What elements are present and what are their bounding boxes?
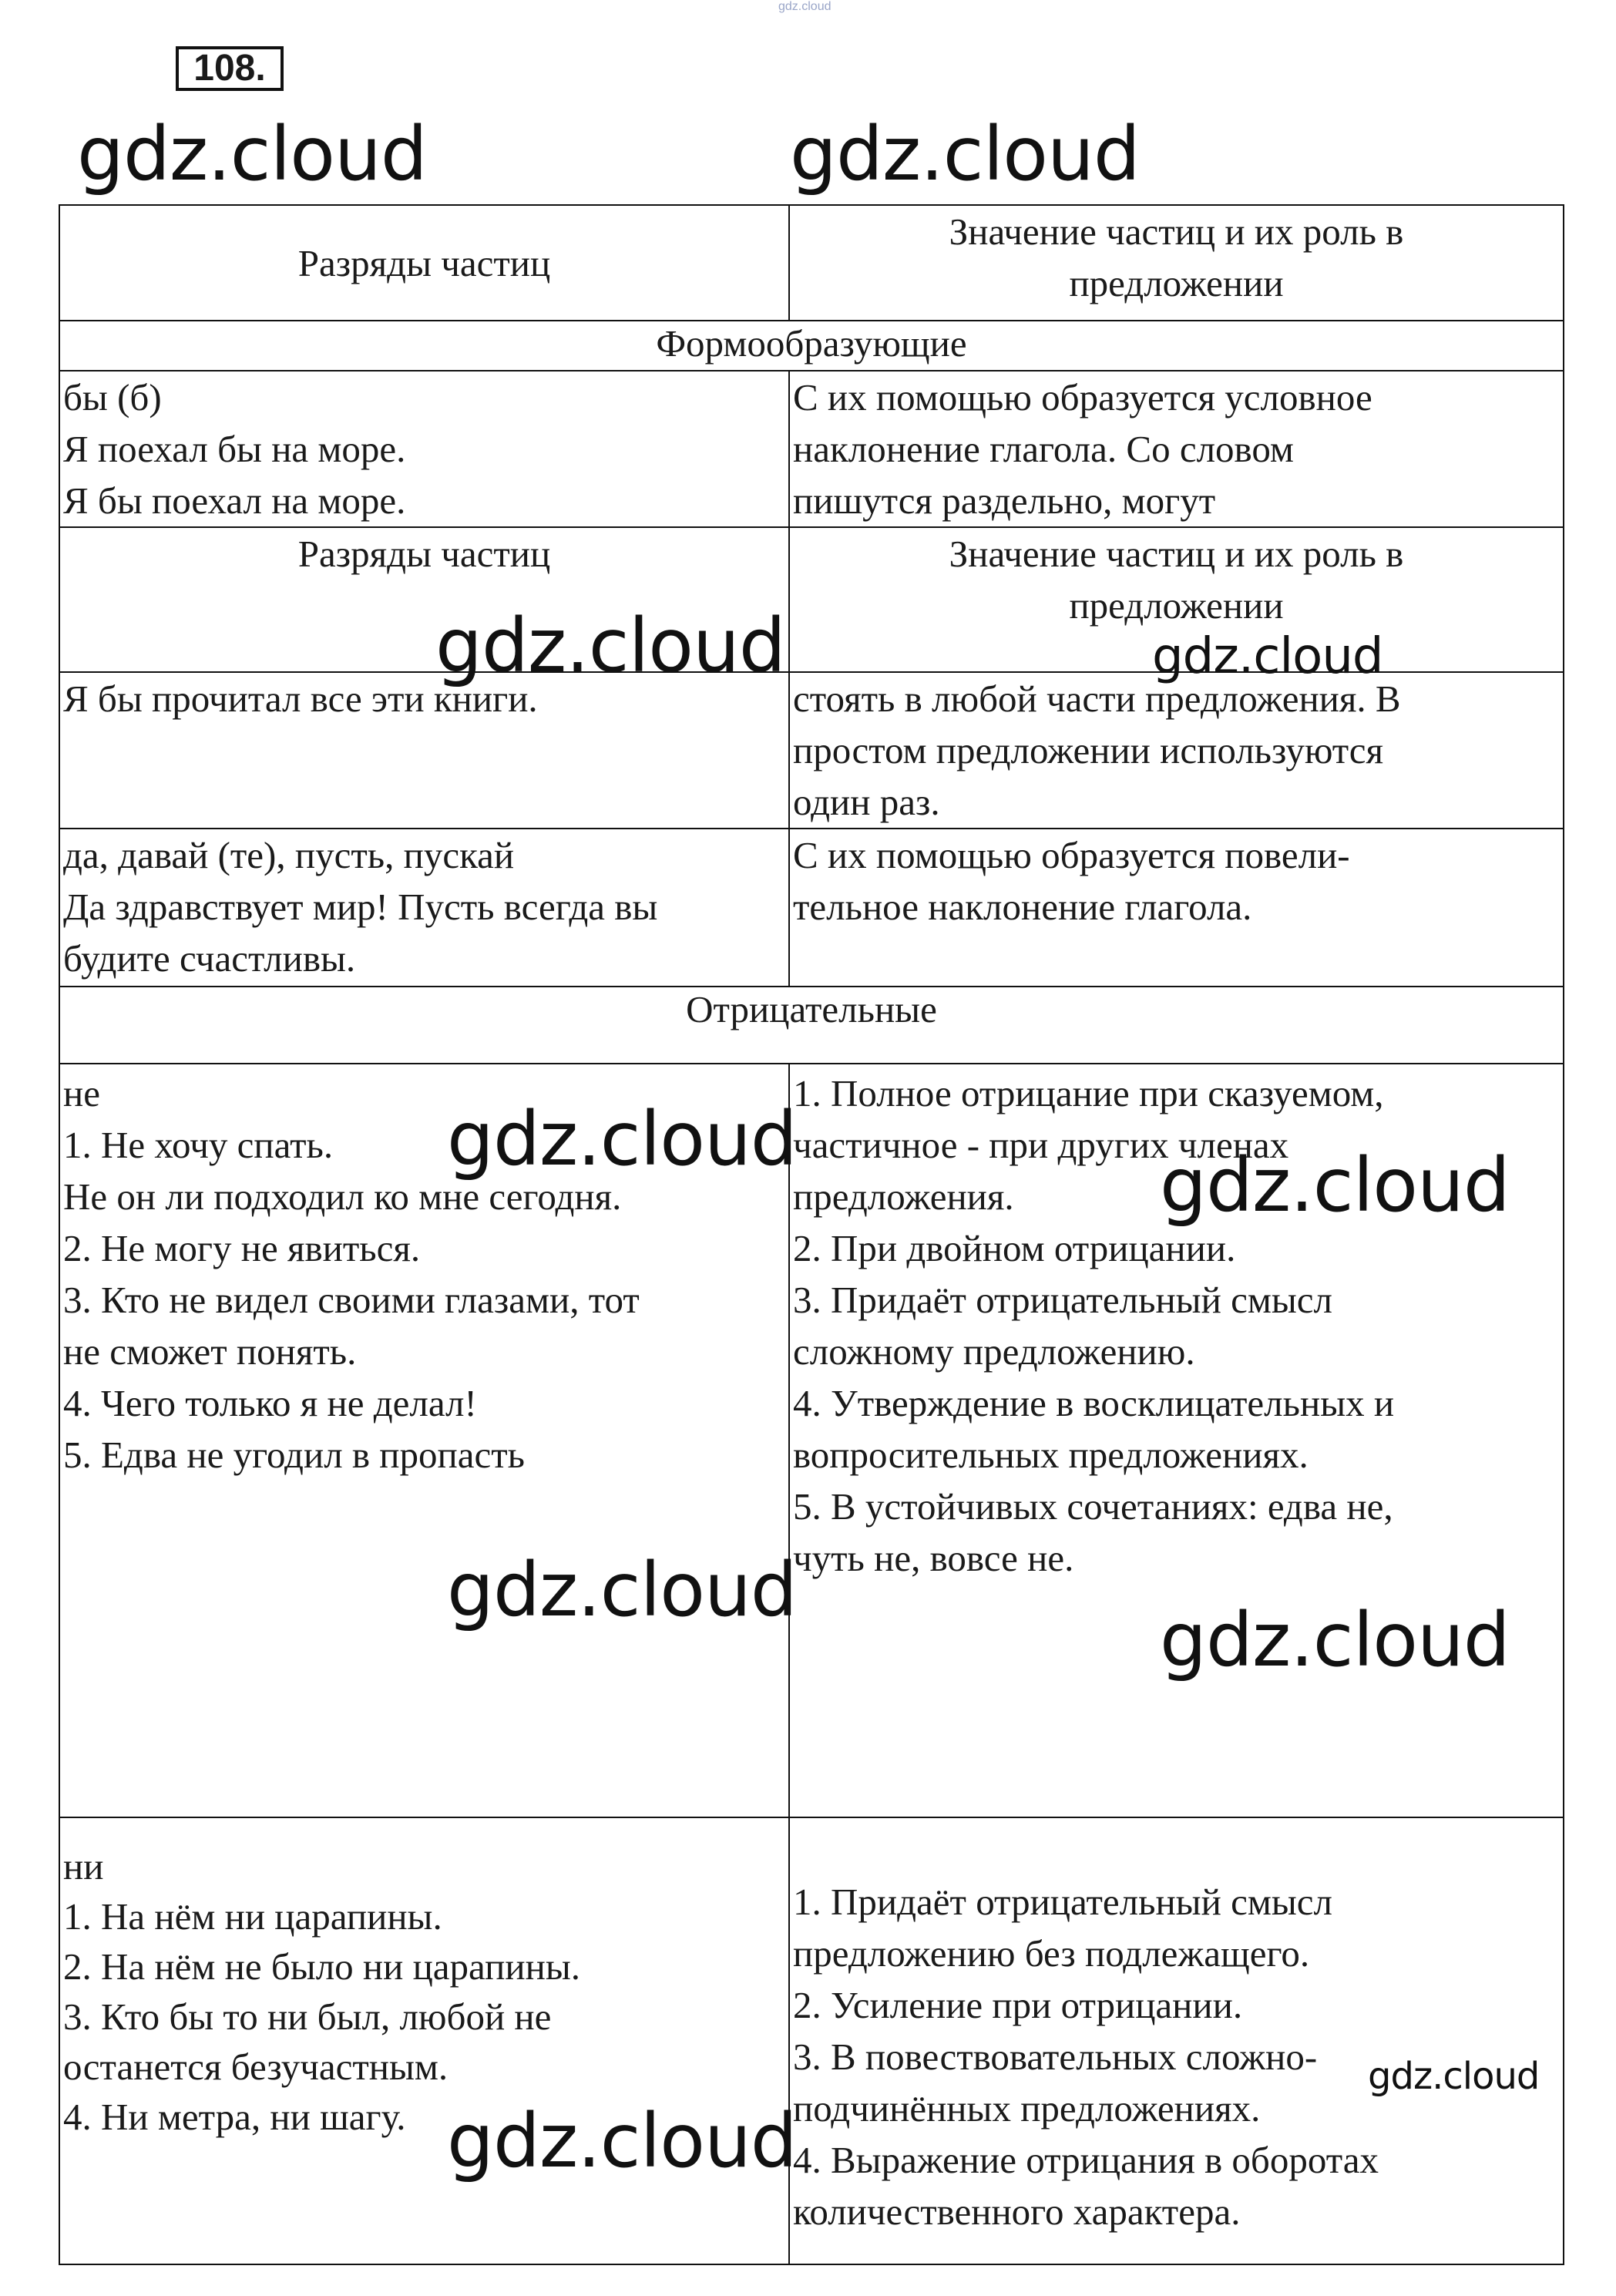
watermark-text: gdz.cloud: [1368, 2055, 1540, 2098]
row-da-left: [59, 829, 789, 987]
repeat-header-col1: [59, 527, 789, 672]
cell-line: 3. Придаёт отрицательный смысл: [793, 1279, 1332, 1321]
header-col2-line: предложении: [1069, 262, 1284, 304]
cell-line: предложению без подлежащего.: [793, 1932, 1310, 1975]
cell-line: будите счастливы.: [63, 937, 356, 980]
cell-line: 4. Ни метра, ни шагу.: [63, 2096, 406, 2138]
repeat-header-col2: [789, 527, 1564, 672]
cell-line: 2. Усиление при отрицании.: [793, 1984, 1243, 2026]
row-by-cont-left: [59, 672, 789, 829]
cell-line: 5. В устойчивых сочетаниях: едва не,: [793, 1485, 1393, 1528]
table-row-by-cont: [59, 672, 1564, 829]
cell-line: 1. Полное отрицание при сказуемом,: [793, 1072, 1384, 1114]
cell-line: Не он ли подходил ко мне сегодня.: [63, 1175, 622, 1218]
section-title-text: Отрицательные: [686, 988, 937, 1030]
cell-line: простом предложении используются: [793, 729, 1384, 771]
header-col1-text: Разряды частиц: [297, 241, 551, 284]
cell-line: Я бы прочитал все эти книги.: [63, 677, 538, 720]
cell-line: 1. Не хочу спать.: [63, 1124, 334, 1166]
cell-line: предложения.: [793, 1175, 1014, 1218]
row-ni-right: [789, 1817, 1564, 2264]
cell-line: 5. Едва не угодил в пропасть: [63, 1434, 525, 1476]
section-title-formative: [59, 321, 1564, 371]
particles-table: [59, 204, 1564, 2265]
cell-line: бы (б): [63, 376, 162, 419]
row-ne-left: [59, 1064, 789, 1817]
cell-line: останется безучастным.: [63, 2046, 449, 2088]
cell-line: 4. Выражение отрицания в оборотах: [793, 2139, 1379, 2181]
table-repeat-header-row: [59, 527, 1564, 672]
watermark-text: gdz.cloud: [1160, 1142, 1510, 1229]
cell-line: не: [63, 1072, 100, 1114]
cell-line: сложному предложению.: [793, 1330, 1195, 1373]
cell-line: ни: [63, 1845, 104, 1888]
header-col1-text: Разряды частиц: [297, 533, 551, 575]
cell-line: стоять в любой части предложения. В: [793, 677, 1401, 720]
row-da-right: [789, 829, 1564, 987]
cell-line: 4. Чего только я не делал!: [63, 1382, 477, 1424]
cell-line: количественного характера.: [793, 2190, 1241, 2233]
cell-line: один раз.: [793, 781, 940, 823]
row-ne-right: [789, 1064, 1564, 1817]
watermark-text: gdz.cloud: [1160, 1597, 1510, 1683]
cell-line: Я бы поехал на море.: [63, 479, 406, 522]
watermark-text: gdz.cloud: [435, 603, 785, 689]
watermark-text: gdz.cloud: [447, 1547, 797, 1633]
cell-line: да, давай (те), пусть, пускай: [63, 834, 515, 876]
section-row-negative: [59, 987, 1564, 1064]
watermark-text: gdz.cloud: [1152, 628, 1383, 685]
row-by-cont-right: [789, 672, 1564, 829]
header-col1: [59, 205, 789, 321]
cell-line: частичное - при других членах: [793, 1124, 1289, 1166]
cell-line: 3. Кто не видел своими глазами, тот: [63, 1279, 640, 1321]
cell-line: наклонение глагола. Со словом: [793, 428, 1294, 470]
watermark-text: gdz.cloud: [790, 111, 1140, 197]
section-row-formative: [59, 321, 1564, 371]
section-title-negative: [59, 987, 1564, 1064]
cell-line: Я поехал бы на море.: [63, 428, 406, 470]
header-col2-line: Значение частиц и их роль в: [949, 210, 1404, 253]
cell-line: 1. На нём ни царапины.: [63, 1895, 442, 1938]
watermark-text: gdz.cloud: [447, 1096, 797, 1182]
table-header-row: [59, 205, 1564, 321]
cell-line: С их помощью образуется условное: [793, 376, 1372, 419]
row-by-right: [789, 371, 1564, 527]
cell-line: Да здравствует мир! Пусть всегда вы: [63, 886, 658, 928]
watermark-text: gdz.cloud: [77, 111, 427, 197]
cell-line: 1. Придаёт отрицательный смысл: [793, 1881, 1332, 1923]
watermark-text: gdz.cloud: [447, 2098, 797, 2184]
cell-line: 2. Не могу не явиться.: [63, 1227, 421, 1269]
top-watermark-text: gdz.cloud: [778, 0, 832, 13]
table-row-ni: [59, 1817, 1564, 2264]
cell-line: 3. Кто бы то ни был, любой не: [63, 1995, 552, 2038]
header-col2: [789, 205, 1564, 321]
header-col2-line: предложении: [1069, 584, 1284, 627]
cell-line: подчинённых предложениях.: [793, 2087, 1261, 2130]
table-row-da: [59, 829, 1564, 987]
cell-line: 2. На нём не было ни царапины.: [63, 1945, 580, 1988]
header-col2-line: Значение частиц и их роль в: [949, 533, 1404, 575]
table-row-ne: [59, 1064, 1564, 1817]
cell-line: пишутся раздельно, могут: [793, 479, 1216, 522]
section-title-text: Формообразующие: [656, 322, 967, 365]
cell-line: 3. В повествовательных сложно-: [793, 2035, 1318, 2078]
cell-line: 4. Утверждение в восклицательных и: [793, 1382, 1395, 1424]
cell-line: не сможет понять.: [63, 1330, 357, 1373]
task-number-box: 108.: [176, 46, 284, 91]
table-row-by: [59, 371, 1564, 527]
cell-line: С их помощью образуется повели-: [793, 834, 1350, 876]
cell-line: чуть не, вовсе не.: [793, 1537, 1074, 1579]
row-by-left: [59, 371, 789, 527]
cell-line: тельное наклонение глагола.: [793, 886, 1252, 928]
row-ni-left: [59, 1817, 789, 2264]
cell-line: вопросительных предложениях.: [793, 1434, 1309, 1476]
cell-line: 2. При двойном отрицании.: [793, 1227, 1236, 1269]
